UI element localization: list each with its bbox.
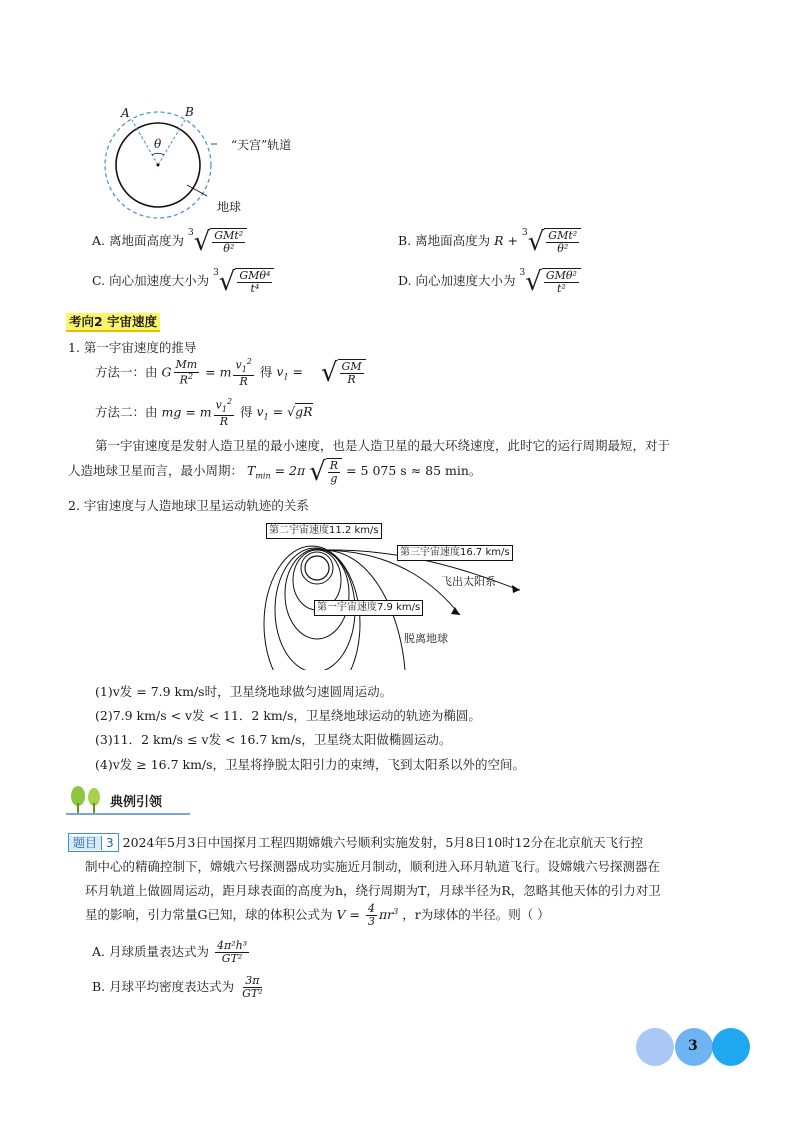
section-title: 考向2 宇宙速度 — [66, 313, 160, 332]
question-3-option-b-text: B. 月球平均密度表达式为 — [92, 979, 235, 995]
option-d-den: t² — [556, 282, 566, 296]
cosmic-speed-diagram — [260, 520, 540, 670]
option-d-text: D. 向心加速度大小为 — [398, 273, 516, 289]
option-d[interactable]: D. 向心加速度大小为 3 √ $\frac{\text{GMθ²}}{\text{t²}}$ — [398, 268, 581, 295]
orbit-diagram — [95, 100, 235, 225]
method-1: 方法一：由 G $\frac{Mm}{R^2}$ = m $\frac{v_1^2}{R}$ 得 $v_1$ = √ $\frac{GM}{R}$ — [95, 358, 366, 388]
option-a-den: θ² — [223, 242, 235, 256]
question-3-option-a[interactable] — [92, 940, 251, 965]
example-banner-title: 典例引领 — [110, 795, 163, 810]
second-cosmic-speed-label: 第二宇宙速度11.2 km/s — [266, 523, 382, 539]
orbit-label: “天宫”轨道 — [231, 138, 292, 152]
question-3-line-2: 制中心的精确控制下，嫦娥六号探测器成功实施近月制动，顺利进入环月轨道飞行。设嫦娥六号探测器在 — [85, 859, 661, 874]
question-3-line-1 — [68, 833, 643, 852]
question-3-line-4: 星的影响，引力常量G已知，球的体积公式为 V = $\frac{4}{3}$ $\pi r^3$ ，r为球体的半径。则（ ） — [85, 902, 550, 929]
point-a-label: A — [121, 106, 130, 120]
option-a-num: GMt² — [214, 229, 244, 242]
question-3-line-4-prefix: 星的影响，引力常量G已知，球的体积公式为 — [85, 907, 333, 923]
point-b-label: B — [185, 105, 194, 119]
question-tag-label: 题目 — [69, 836, 101, 850]
subsection-1-title: 1. 第一宇宙速度的推导 — [68, 340, 197, 355]
tree-icon — [66, 785, 110, 815]
paragraph-line-2: 人造地球卫星而言，最小周期： $T_{min} = 2\pi$ √ $\frac{R}{g}$ = 5 075 s ≈ 85 min。 — [68, 456, 482, 487]
method-2-prefix: 方法二：由 — [95, 404, 158, 420]
question-3-line-3: 环月轨道上做圆周运动，距月球表面的高度为h，绕行周期为T，月球半径为R，忽略其他天体的引力对卫 — [85, 883, 661, 898]
section-heading — [66, 312, 160, 330]
question-3-option-b[interactable] — [92, 975, 267, 1000]
earth-label: 地球 — [217, 200, 242, 214]
case-4: (4)v发 ≥ 16.7 km/s，卫星将挣脱太阳引力的束缚，飞到太阳系以外的空间。 — [95, 757, 526, 772]
case-2: (2)7.9 km/s < v发 < 11．2 km/s，卫星绕地球运动的轨迹为椭圆。 — [95, 708, 481, 723]
question-3-option-a-text: A. 月球质量表达式为 — [92, 944, 209, 960]
option-c-text: C. 向心加速度大小为 — [92, 273, 210, 289]
question-tag-number: 3 — [101, 836, 118, 850]
first-cosmic-speed-label: 第一宇宙速度7.9 km/s — [314, 600, 423, 616]
leave-earth-label: 脱离地球 — [404, 632, 448, 645]
example-banner — [66, 785, 190, 815]
third-cosmic-speed-label: 第三宇宙速度16.7 km/s — [397, 545, 513, 561]
method-2: 方法二：由 mg = m $\frac{v_1^2}{R}$ 得 $v_1 = √gR$ — [95, 397, 313, 428]
question-3-line-4-suffix: ，r为球体的半径。则（ ） — [402, 907, 550, 923]
case-1: (1)v发 = 7.9 km/s时，卫星绕地球做匀速圆周运动。 — [95, 684, 393, 699]
method-1-mid: 得 — [259, 364, 273, 380]
method-2-mid: 得 — [240, 404, 253, 420]
option-a[interactable]: A. 离地面高度为 3 √ $\frac{\text{GMt²}}{\text{θ²}}$ — [92, 228, 247, 255]
page-number: 3 — [688, 1038, 698, 1054]
question-3-option-b-num: 3π — [245, 974, 260, 987]
page-number-badge — [636, 1028, 752, 1066]
option-d-num: GMθ² — [545, 269, 577, 282]
option-c[interactable]: C. 向心加速度大小为 3 √ $\frac{\text{GMθ⁴}}{\text{t⁴}}$ — [92, 268, 274, 295]
option-b-prefix: R + — [494, 233, 518, 249]
question-3-option-a-num: 4π²h³ — [216, 939, 248, 952]
para-line-2-suffix: = 5 075 s ≈ 85 min。 — [346, 463, 482, 479]
option-c-den: t⁴ — [250, 282, 260, 296]
option-b[interactable]: B. 离地面高度为 R + 3 √ $\frac{\text{GMt²}}{\text{θ²}}$ — [398, 228, 581, 255]
subsection-2-title: 2. 宇宙速度与人造地球卫星运动轨迹的关系 — [68, 498, 309, 513]
question-3-option-a-den: GT² — [221, 952, 243, 966]
case-3: (3)11．2 km/s ≤ v发 < 16.7 km/s，卫星绕太阳做椭圆运动。 — [95, 732, 452, 747]
question-3-option-b-den: GT² — [242, 987, 263, 1001]
theta-label: θ — [154, 137, 162, 151]
para-line-2-prefix: 人造地球卫星而言，最小周期： — [68, 463, 244, 479]
option-c-num: GMθ⁴ — [239, 269, 271, 282]
option-b-text: B. 离地面高度为 — [398, 233, 491, 249]
question-3-text-1: 2024年5月3日中国探月工程四期嫦娥六号顺利实施发射，5月8日10时12分在北京航天飞行控 — [122, 835, 644, 850]
leave-solar-system-label: 飞出太阳系 — [441, 575, 496, 588]
option-a-text: A. 离地面高度为 — [92, 233, 184, 249]
option-b-num: GMt² — [548, 229, 578, 242]
question-tag — [68, 833, 119, 852]
option-b-den: θ² — [557, 242, 569, 256]
method-1-prefix: 方法一：由 — [95, 364, 158, 380]
paragraph-line-1: 第一宇宙速度是发射人造卫星的最小速度，也是人造卫星的最大环绕速度，此时它的运行周期最短，对于 — [95, 438, 671, 453]
